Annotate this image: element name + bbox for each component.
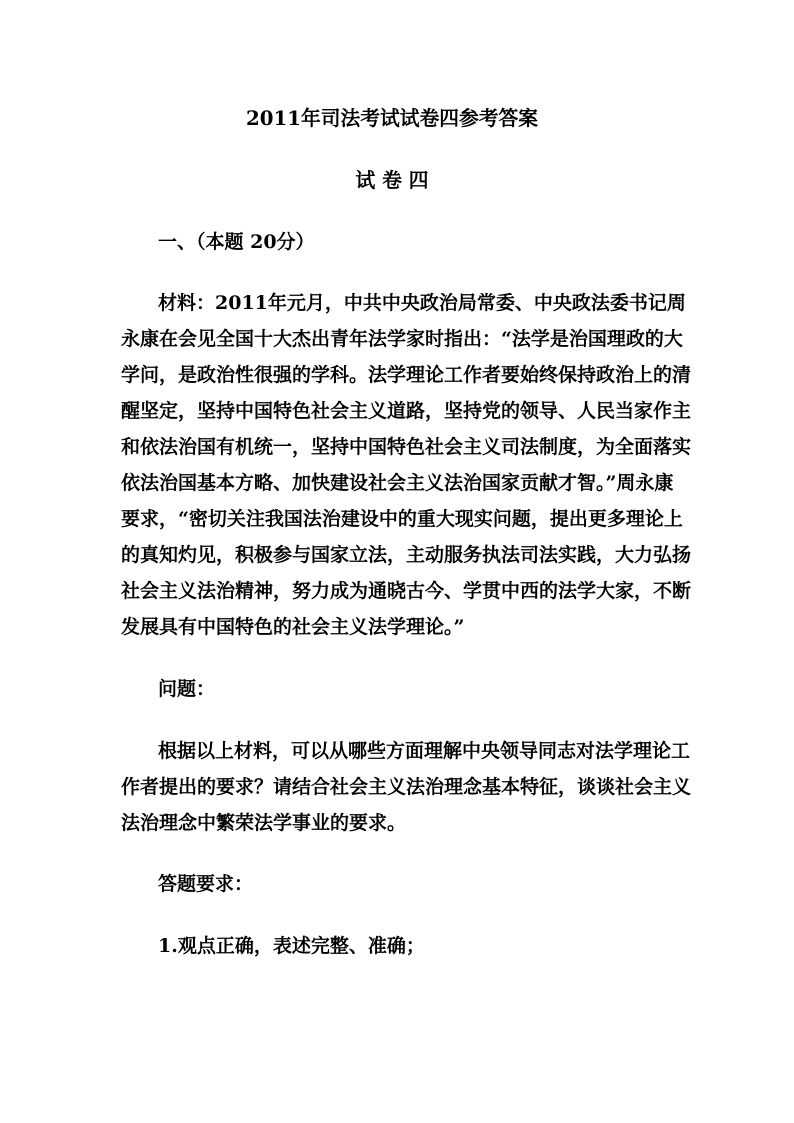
question-line: 法治理念中繁荣法学事业的要求。 (121, 812, 407, 834)
material-line: 和依法治国有机统一，坚持中国特色社会主义司法制度，为全面落实 (121, 436, 692, 458)
material-line: 醒坚定，坚持中国特色社会主义道路，坚持党的领导、人民当家作主 (121, 400, 692, 422)
question-label: 问题： (158, 678, 216, 700)
material-line: 材料：2011年元月，中共中央政治局常委、中央政法委书记周 (158, 292, 686, 314)
document-title: 2011年司法考试试卷四参考答案 (246, 106, 538, 130)
material-line: 依法治国基本方略、加快建设社会主义法治国家贡献才智。”周永康 (121, 472, 674, 494)
question-line: 作者提出的要求？请结合社会主义法治理念基本特征，谈谈社会主义 (121, 776, 692, 798)
requirement-item: 1.观点正确，表述完整、准确； (158, 935, 425, 957)
section-heading: 一、（本题 20分） (158, 231, 315, 253)
material-line: 社会主义法治精神，努力成为通晓古今、学贯中西的法学大家，不断 (121, 580, 692, 602)
material-line: 要求，“密切关注我国法治建设中的重大现实问题，提出更多理论上 (121, 508, 683, 530)
document-subtitle: 试 卷 四 (355, 168, 429, 192)
material-line: 的真知灼见，积极参与国家立法，主动服务执法司法实践，大力弘扬 (121, 544, 692, 566)
material-line: 发展具有中国特色的社会主义法学理论。” (121, 616, 465, 638)
material-line: 学问，是政治性很强的学科。法学理论工作者要始终保持政治上的清 (121, 364, 692, 386)
requirements-label: 答题要求： (158, 873, 254, 895)
question-line: 根据以上材料，可以从哪些方面理解中央领导同志对法学理论工 (158, 740, 691, 762)
material-line: 永康在会见全国十大杰出青年法学家时指出：“法学是治国理政的大 (121, 328, 683, 350)
